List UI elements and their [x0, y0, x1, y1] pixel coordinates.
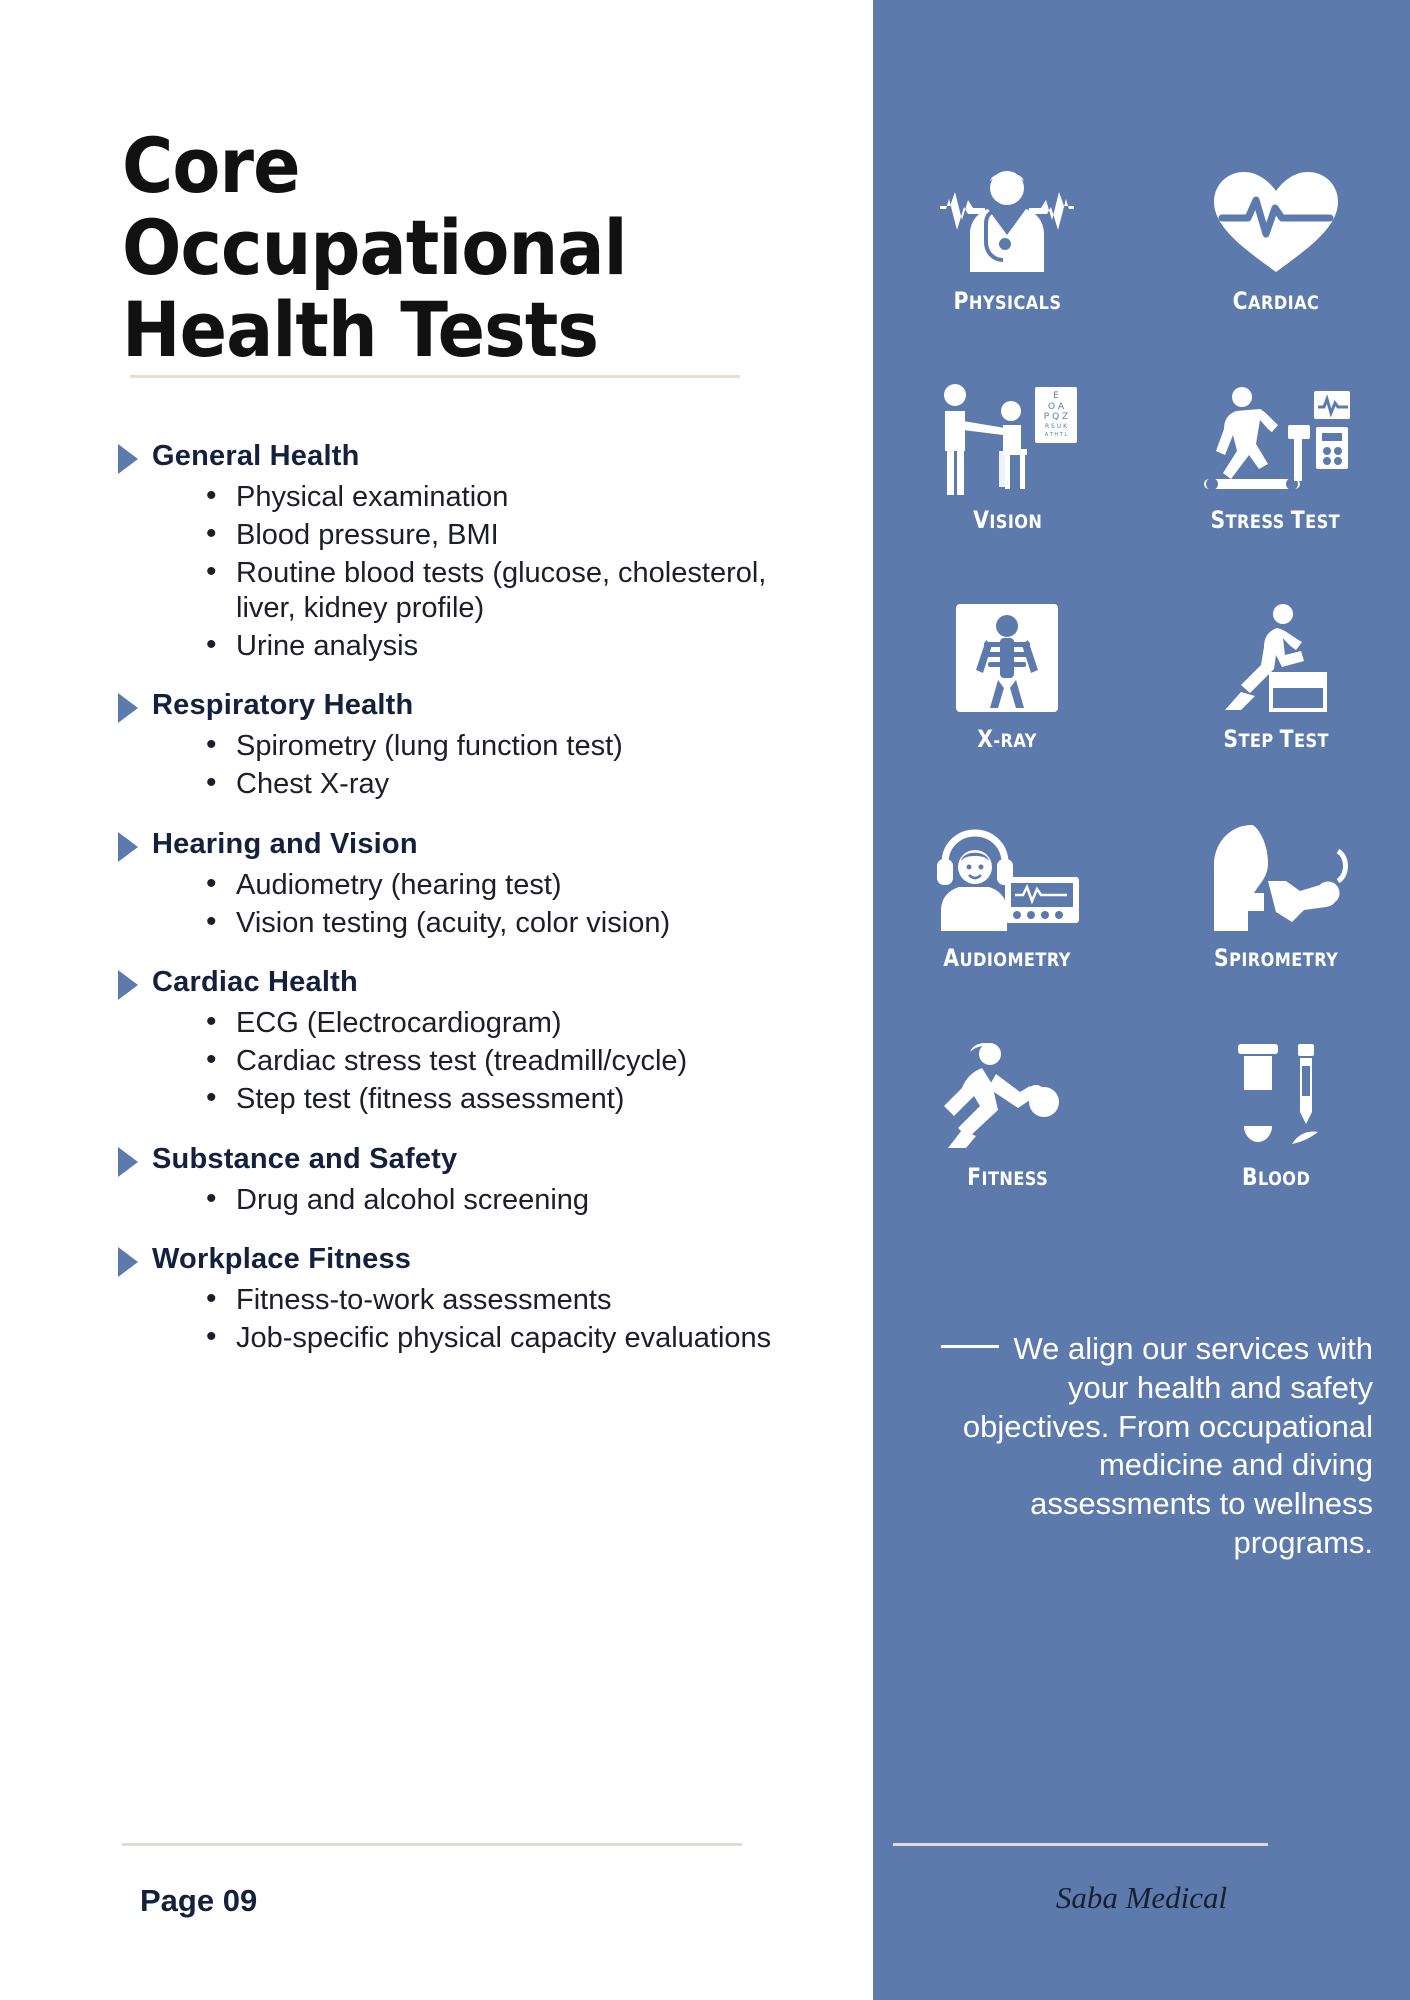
service-icon-grid [873, 130, 1410, 1191]
title-divider [130, 375, 740, 378]
triangle-bullet-icon [118, 1247, 138, 1277]
page-title [122, 121, 803, 375]
section-heading: Cardiac Health [152, 965, 358, 998]
icon-label: SPIROMETRY [1213, 944, 1338, 972]
icon-label: PHYSICALS [953, 287, 1062, 315]
spirometry-icon [1196, 818, 1356, 938]
section-items [202, 1006, 818, 1117]
icon-label: CARDIAC [1232, 287, 1320, 315]
icon-cell-spirometry [1142, 787, 1410, 972]
list-item: • Cardiac stress test (treadmill/cycle) [202, 1044, 818, 1078]
eye-chart-vision-icon [927, 380, 1087, 500]
tests-list [118, 440, 818, 1381]
list-item: • Chest X-ray [202, 767, 818, 801]
svg-text:E: E [1053, 391, 1060, 401]
quote-block [913, 1330, 1373, 1563]
section-heading-row [118, 689, 818, 723]
section-heading-row [118, 966, 818, 1000]
section-general-health [118, 440, 818, 663]
section-workplace-fitness [118, 1243, 818, 1355]
page-title-line-1: Core Occupational [122, 121, 627, 293]
section-heading-row [118, 1243, 818, 1277]
icon-cell-step-test [1142, 568, 1410, 753]
icon-label: FITNESS [966, 1163, 1048, 1191]
quote-text: We align our services with your health and safety objectives. From occupational medicine and diving assessments to wellness programs. [962, 1331, 1373, 1560]
quote-dash-icon [941, 1345, 999, 1348]
footer-divider-left [122, 1843, 742, 1846]
section-heading: Respiratory Health [152, 689, 414, 722]
triangle-bullet-icon [118, 970, 138, 1000]
list-item: • ECG (Electrocardiogram) [202, 1006, 818, 1040]
triangle-bullet-icon [118, 693, 138, 723]
svg-text:P Q Z: P Q Z [1044, 412, 1069, 422]
list-item: • Urine analysis [202, 629, 818, 663]
list-item: • Physical examination [202, 480, 818, 514]
audiometry-icon [927, 818, 1087, 938]
icon-cell-vision [873, 349, 1142, 534]
section-items [202, 1283, 818, 1355]
doctor-physicals-icon [932, 161, 1082, 281]
brand-name: Saba Medical [1055, 1880, 1228, 1915]
treadmill-stress-test-icon [1196, 380, 1356, 500]
icon-label: STRESS TEST [1210, 506, 1341, 534]
footer-divider-right [893, 1843, 1268, 1846]
icon-cell-fitness [873, 1006, 1142, 1191]
section-hearing-and-vision [118, 828, 818, 940]
list-item: • Drug and alcohol screening [202, 1183, 818, 1217]
blood-vial-icon [1206, 1037, 1346, 1157]
svg-text:R S U K: R S U K [1045, 423, 1068, 430]
icon-cell-audiometry [873, 787, 1142, 972]
section-items [202, 729, 818, 801]
icon-label: AUDIOMETRY [943, 944, 1072, 972]
list-item: • Blood pressure, BMI [202, 518, 818, 552]
section-items [202, 1183, 818, 1217]
list-item: • Spirometry (lung function test) [202, 729, 818, 763]
fitness-icon [932, 1037, 1082, 1157]
section-items [202, 480, 818, 663]
icon-cell-xray [873, 568, 1142, 753]
icon-label: STEP TEST [1222, 725, 1329, 753]
icon-cell-blood [1142, 1006, 1410, 1191]
xray-icon [942, 599, 1072, 719]
section-heading: Workplace Fitness [152, 1242, 412, 1275]
icon-label: VISION [972, 506, 1042, 534]
triangle-bullet-icon [118, 832, 138, 862]
triangle-bullet-icon [118, 444, 138, 474]
triangle-bullet-icon [118, 1147, 138, 1177]
section-substance-and-safety [118, 1143, 818, 1217]
page-number: Page 09 [140, 1883, 258, 1918]
section-heading-row [118, 828, 818, 862]
section-heading: Hearing and Vision [152, 827, 418, 860]
svg-text:A T H T L: A T H T L [1045, 432, 1068, 438]
list-item: • Routine blood tests (glucose, cholesterol, liver, kidney profile) [202, 556, 818, 624]
section-respiratory-health [118, 689, 818, 801]
svg-text:O A: O A [1048, 402, 1065, 412]
section-heading-row [118, 1143, 818, 1177]
section-heading: General Health [152, 440, 360, 472]
section-heading-row [118, 440, 818, 474]
icon-cell-cardiac [1142, 130, 1410, 315]
step-test-icon [1211, 599, 1341, 719]
page-title-line-2: Health Tests [122, 285, 599, 375]
section-items [202, 868, 818, 940]
icon-cell-stress-test [1142, 349, 1410, 534]
icon-label: X-RAY [977, 725, 1038, 753]
icon-cell-physicals [873, 130, 1142, 315]
icon-label: BLOOD [1241, 1163, 1310, 1191]
list-item: • Audiometry (hearing test) [202, 868, 818, 902]
list-item: • Job-specific physical capacity evaluations [202, 1321, 818, 1355]
heart-cardiac-icon [1206, 161, 1346, 281]
section-heading: Substance and Safety [152, 1142, 458, 1175]
list-item: • Fitness-to-work assessments [202, 1283, 818, 1317]
list-item: • Vision testing (acuity, color vision) [202, 906, 818, 940]
section-cardiac-health [118, 966, 818, 1117]
list-item: • Step test (fitness assessment) [202, 1082, 818, 1116]
